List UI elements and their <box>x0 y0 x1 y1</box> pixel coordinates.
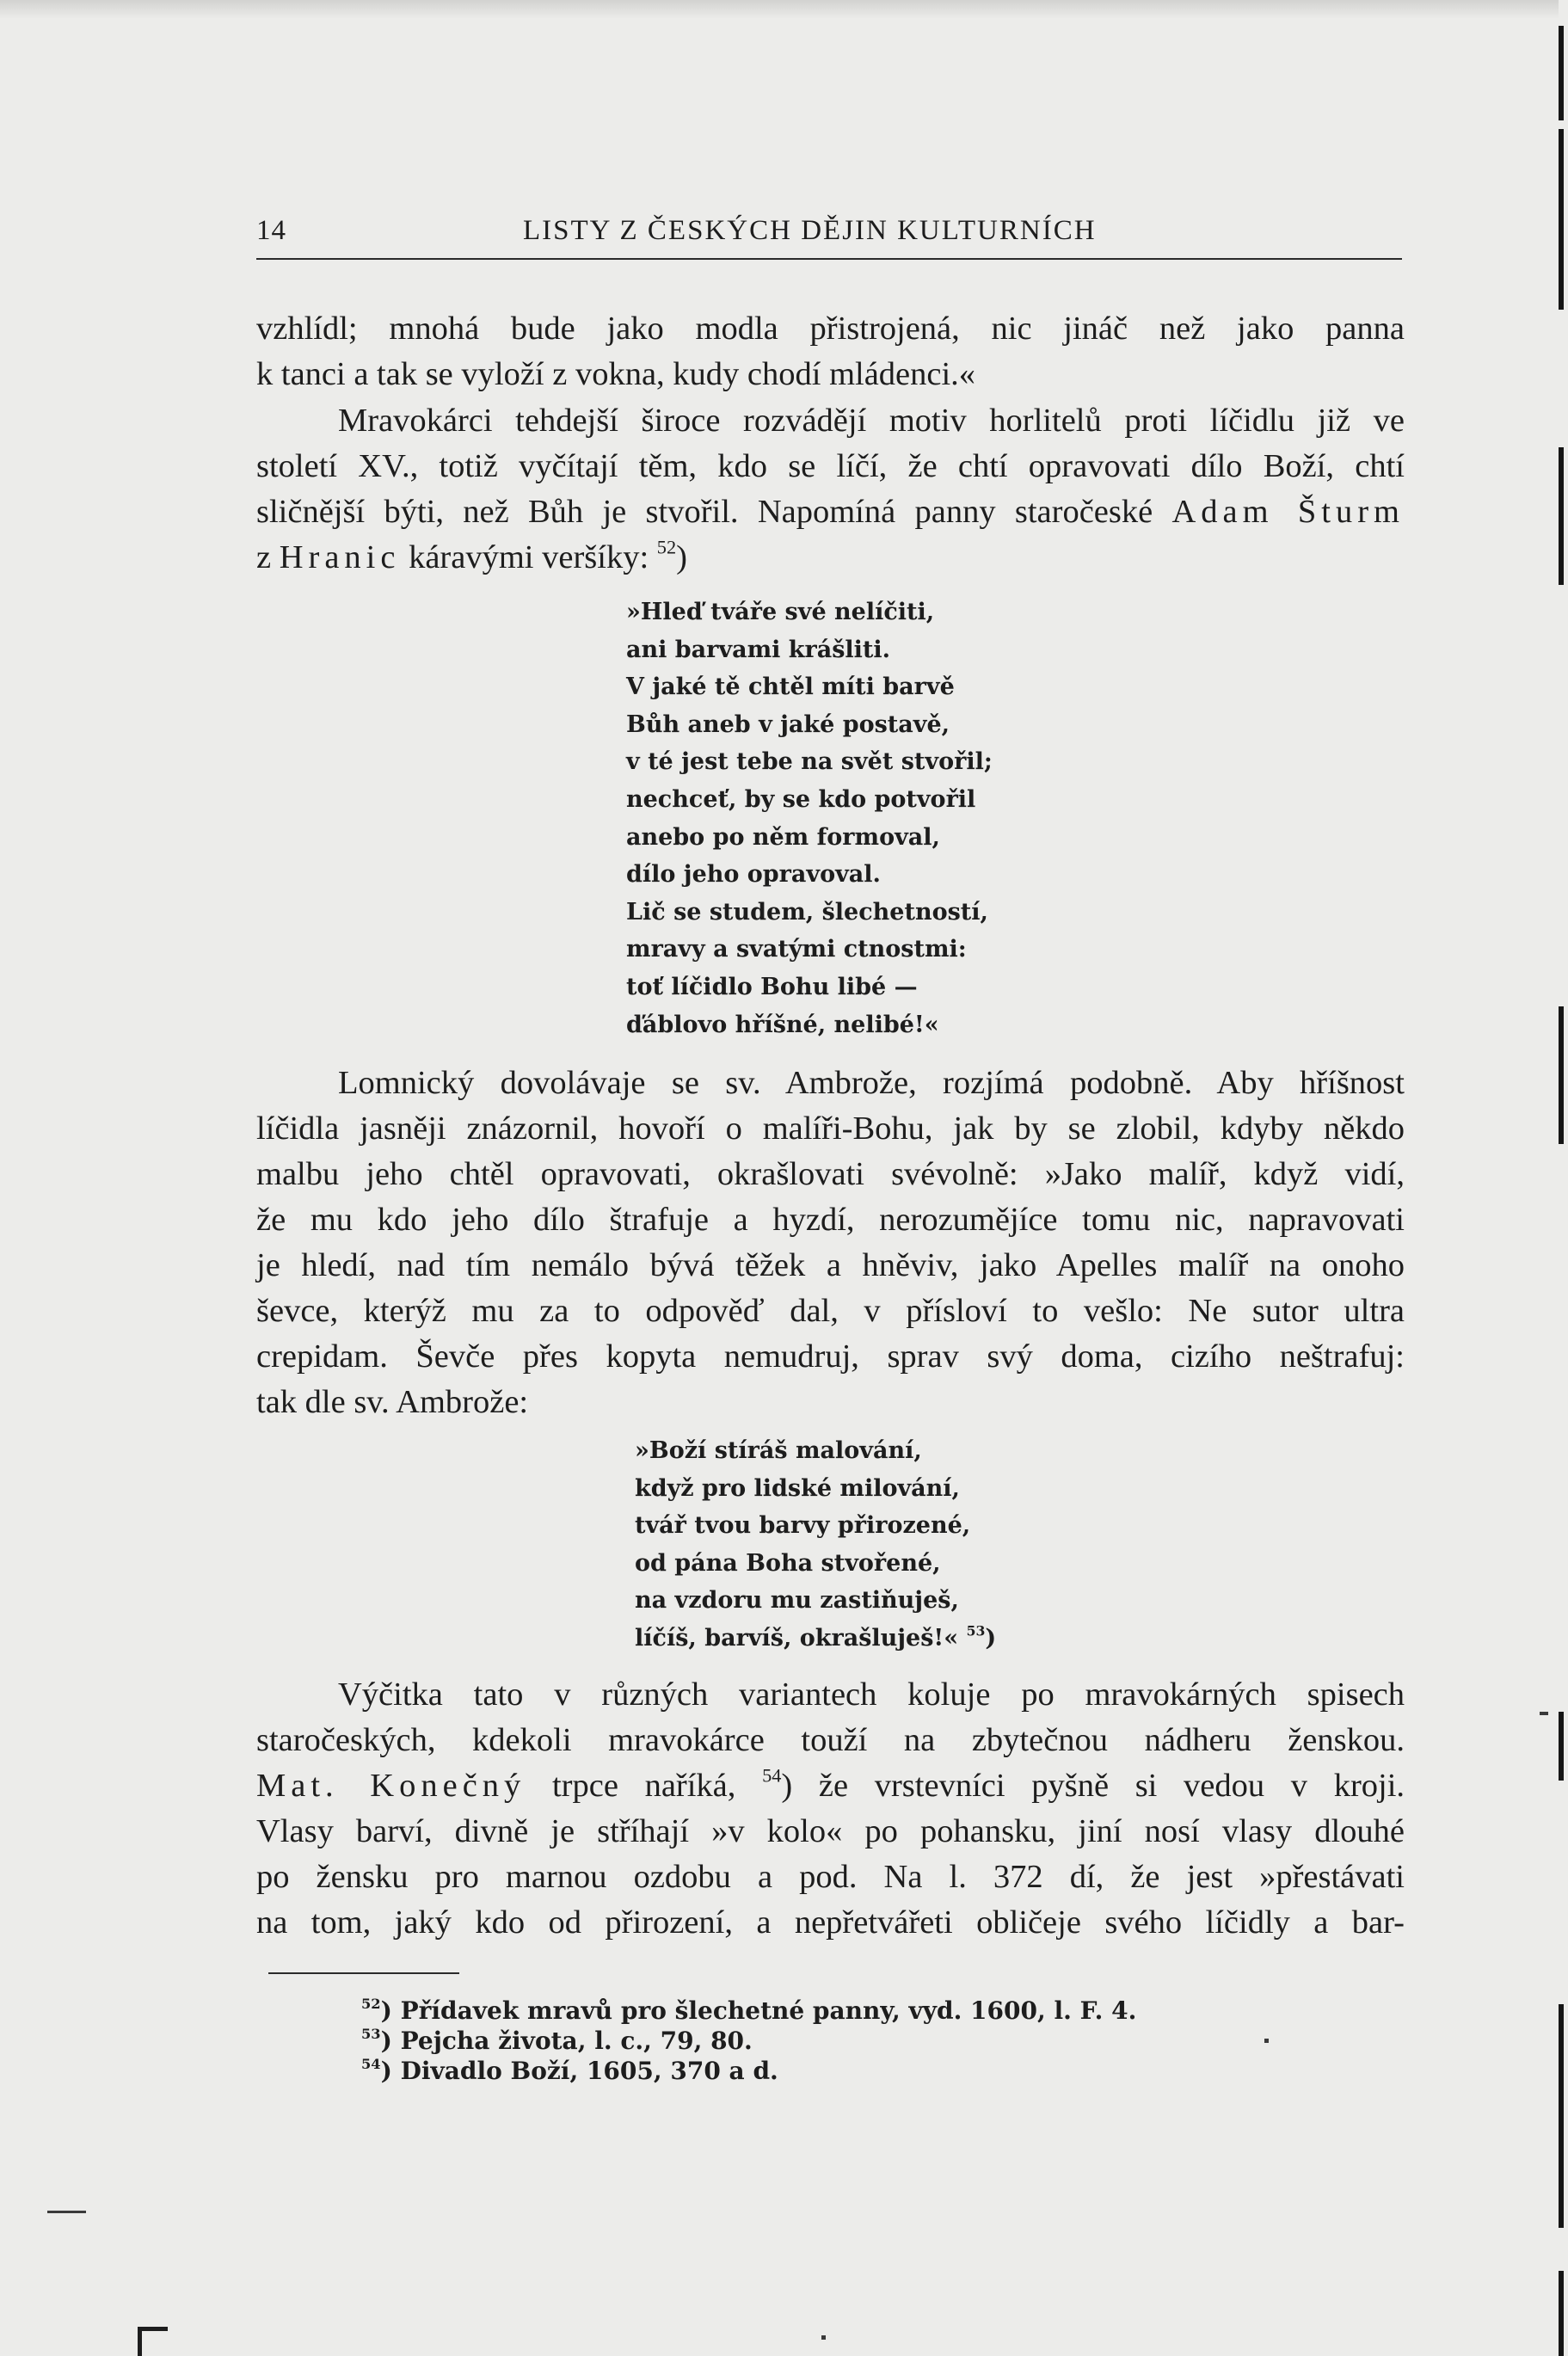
text-line: po žensku pro marnou ozdobu a pod. Na l. 372 dí, že jest »přestávati <box>256 1859 1405 1895</box>
verse-line: ani barvami krášliti. <box>626 636 891 663</box>
verse-line: od pána Boha stvořené, <box>635 1549 941 1577</box>
paragraph-1 <box>256 306 1405 397</box>
text-line: století XV., totiž vyčítají těm, kdo se líčí, že chtí opravovati dílo Boží, chtí <box>256 448 1405 484</box>
person-name-adam-sturm: Adam Šturm <box>1171 494 1405 530</box>
footnote-53 <box>361 2026 1136 2056</box>
text-line: crepidam. Ševče přes kopyta nemudruj, sprav svý doma, cizího neštrafuj: <box>256 1338 1405 1375</box>
text-run: z <box>256 539 272 575</box>
text-line: malbu jeho chtěl opravovati, okrašlovati svévolně: »Jako malíř, když vidí, <box>256 1156 1405 1192</box>
footnote-ref-close: ) <box>676 539 687 575</box>
text-line: tak dle sv. Ambrože: <box>256 1384 529 1420</box>
text-line: vzhlídl; mnohá bude jako modla přistrojená, nic jináč než jako panna <box>256 311 1405 347</box>
text-line: na tom, jaký kdo od přirození, a nepřetvářeti obličeje svého líčidly a bar- <box>256 1904 1405 1941</box>
verse-line: když pro lidské milování, <box>635 1474 960 1502</box>
text-line: ševce, kterýž mu za to odpověď dal, v přísloví to vešlo: Ne sutor ultra <box>256 1293 1405 1329</box>
text-line: Výčitka tato v různých variantech koluje po mravokárných spisech <box>338 1676 1405 1713</box>
paragraph-2 <box>256 398 1405 581</box>
footnote-separator <box>268 1972 459 1974</box>
place-name-hranic: Hranic <box>279 539 401 575</box>
text-line: k tanci a tak se vyloží z vokna, kudy chodí mládenci.« <box>256 356 976 392</box>
verse-line: na vzdoru mu zastiňuješ, <box>635 1587 959 1615</box>
scan-top-edge <box>0 0 1568 19</box>
text-line: Vlasy barví, divně je stříhají »v kolo« po pohansku, jiní nosí vlasy dlouhé <box>256 1813 1405 1849</box>
footnote-text: ) Přídavek mravů pro šlechetné panny, vyd. 1600, l. F. 4. <box>380 1996 1137 2025</box>
verse-line: »Hleď tváře své nelíčiti, <box>626 599 935 625</box>
footnote-ref-53: 53 <box>966 1622 986 1639</box>
verse-line: mravy a svatými ctnostmi: <box>626 936 967 963</box>
footnote-54 <box>361 2056 1136 2086</box>
verse-line <box>635 1620 996 1658</box>
scan-corner-mark <box>138 2327 168 2356</box>
footnote-number: 54 <box>361 2055 381 2072</box>
footnote-ref-close: ) <box>985 1624 997 1652</box>
text-run: ) že vrstevníci pyšně si vedou v kroji. <box>781 1768 1405 1804</box>
footnote-ref-54: 54 <box>762 1764 782 1787</box>
text-line: je hledí, nad tím nemálo bývá těžek a hněviv, jako Apelles malíř na onoho <box>256 1247 1405 1283</box>
text-line: Mravokárci tehdejší široce rozvádějí motiv horlitelů proti líčidlu již ve <box>338 403 1405 439</box>
page-number: 14 <box>256 215 286 246</box>
footnote-ref-52: 52 <box>656 536 677 558</box>
verse-line: tvář tvou barvy přirozené, <box>635 1512 971 1540</box>
footnotes <box>361 1996 1136 2086</box>
verse-line: anebo po něm formoval, <box>626 823 940 851</box>
footnote-number: 52 <box>361 1995 381 2012</box>
verse-line: V jaké tě chtěl míti barvě <box>626 674 955 701</box>
verse-block-1 <box>626 594 993 1043</box>
text-run: káravými veršíky: <box>409 539 649 575</box>
text-line <box>256 489 1405 535</box>
running-title: LISTY Z ČESKÝCH DĚJIN KULTURNÍCH <box>523 215 1097 246</box>
text-line <box>256 535 1405 581</box>
footnote-number: 53 <box>361 2025 381 2042</box>
scan-right-edge <box>1559 0 1568 2356</box>
verse-line: Lič se studem, šlechetností, <box>626 898 988 926</box>
verse-line: dílo jeho opravoval. <box>626 861 881 889</box>
text-run: trpce naříká, <box>551 1768 736 1804</box>
verse-line: Bůh aneb v jaké postavě, <box>626 710 950 738</box>
verse-line: toť líčidlo Bohu libé — <box>626 973 918 1000</box>
verse-line: v té jest tebe na svět stvořil; <box>626 748 993 776</box>
text-line: Lomnický dovolávaje se sv. Ambrože, rozjímá podobně. Aby hříšnost <box>338 1065 1405 1101</box>
verse-line: »Boží stíráš malování, <box>635 1437 922 1464</box>
verse-block-2 <box>635 1432 996 1658</box>
footnote-text: ) Divadlo Boží, 1605, 370 a d. <box>380 2057 778 2085</box>
text-line <box>256 1763 1405 1809</box>
text-run: líčíš, barvíš, okrašluješ!« <box>635 1624 959 1652</box>
person-name-mat-konecny: Mat. Konečný <box>256 1768 526 1804</box>
text-line: líčidla jasněji znázornil, hovoří o malíři-Bohu, jak by se zlobil, kdyby někdo <box>256 1110 1405 1147</box>
text-line: staročeských, kdekoli mravokárce touží na zbytečnou nádheru ženskou. <box>256 1722 1405 1758</box>
paragraph-4 <box>256 1672 1405 1946</box>
paragraph-3 <box>256 1061 1405 1425</box>
footnote-text: ) Pejcha života, l. c., 79, 80. <box>380 2027 753 2055</box>
footnote-52 <box>361 1996 1136 2026</box>
verse-line: nechceť, by se kdo potvořil <box>626 785 976 813</box>
text-run: sličnější býti, než Bůh je stvořil. Napomíná panny staročeské <box>256 494 1153 530</box>
text-line: že mu kdo jeho dílo štrafuje a hyzdí, nerozumějíce tomu nic, napravovati <box>256 1202 1405 1238</box>
verse-line: ďáblovo hříšné, nelibé!« <box>626 1011 939 1038</box>
running-header <box>256 215 1402 260</box>
